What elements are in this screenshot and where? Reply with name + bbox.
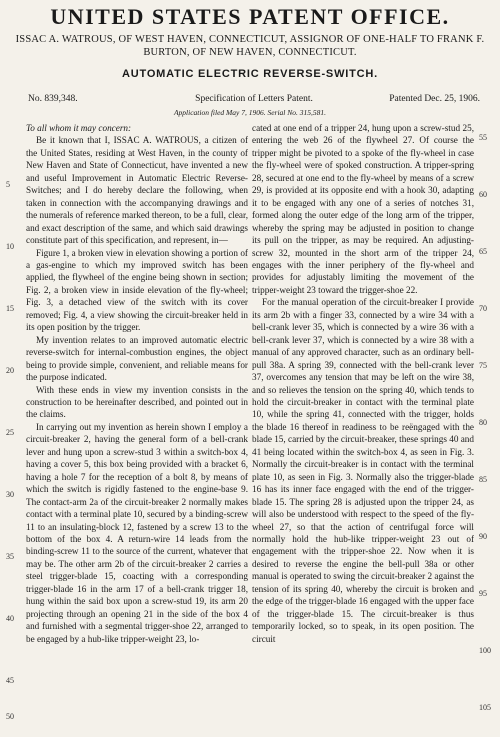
left-column bbox=[26, 122, 248, 734]
line-number: 90 bbox=[479, 532, 487, 541]
line-number: 55 bbox=[479, 133, 487, 142]
paragraph: With these ends in view my invention consists in the construction to be hereinafter described, and pointed out in the claims. bbox=[26, 384, 248, 420]
line-number: 30 bbox=[6, 490, 14, 499]
line-number: 15 bbox=[6, 304, 14, 313]
specification-label: Specification of Letters Patent. bbox=[195, 94, 313, 104]
application-line: Application filed May 7, 1906. Serial No. 315,581. bbox=[173, 108, 327, 117]
line-number: 105 bbox=[479, 703, 491, 712]
line-number: 35 bbox=[6, 552, 14, 561]
line-number: 100 bbox=[479, 646, 491, 655]
patent-number: No. 839,348. bbox=[28, 94, 78, 104]
paragraph: Be it known that I, ISSAC A. WATROUS, a citizen of the United States, residing at West Haven, in the county of New Haven and State of Connecticut, have invented a new and useful Improvement in Automatic Electric Reverse-Switches; and I do hereby declare the following, when taken in connection with the accompanying drawings and the numerals of reference marked thereon, to be a full, clear, and exact description of the same, and which said drawings constitute part of this specification, and represent, in— bbox=[26, 135, 248, 246]
line-number: 75 bbox=[479, 361, 487, 370]
line-number: 25 bbox=[6, 428, 14, 437]
invention-title: AUTOMATIC ELECTRIC REVERSE-SWITCH. bbox=[122, 68, 378, 80]
line-number: 65 bbox=[479, 247, 487, 256]
paragraph: My invention relates to an improved automatic electric reverse-switch for internal-combustion engines, the object being to provide simple, convenient, and reliable means for the purpose indicated. bbox=[26, 334, 248, 383]
inventor-byline: ISSAC A. WATROUS, OF WEST HAVEN, CONNECTICUT, ASSIGNOR OF ONE-HALF TO FRANK F. BURTON, OF NEW HAVEN, CONNECTICUT. bbox=[15, 34, 485, 58]
line-number: 50 bbox=[6, 712, 14, 721]
specification-row bbox=[28, 94, 480, 107]
line-number: 80 bbox=[479, 418, 487, 427]
paragraph: Figure 1, a broken view in elevation showing a portion of a gas-engine to which my improved switch has been applied, the flywheel of the engine being shown in section; Fig. 2, a broken view in inside elevation of the fly-wheel; Fig. 3, a detached view of the switch with its cover removed; Fig. 4, a view showing the circuit-breaker held in its open position by the trigger. bbox=[26, 247, 248, 333]
office-title: UNITED STATES PATENT OFFICE. bbox=[50, 4, 450, 29]
line-number: 95 bbox=[479, 589, 487, 598]
line-number: 10 bbox=[6, 242, 14, 251]
line-number: 70 bbox=[479, 304, 487, 313]
salutation: To all whom it may concern: bbox=[26, 123, 132, 133]
paragraph: In carrying out my invention as herein shown I employ a circuit-breaker 2, having the general form of a bell-crank lever and hung upon a screw-stud 3 within a switch-box 4, having a cover 5, this box being provided with a bracket 6, having a hole 7 for the reception of a bolt 8, by means of which the switch is rigidly fastened to the engine-base 9. The contact-arm 2a of the circuit-breaker 2 normally makes contact with a terminal plate 10, secured by a binding-screw 11 to an insulating-block 12, fastened by a screw 13 to the bottom of the box 4. A return-wire 14 leads from the binding-screw 11 to the source of the current, whatever that may be. The other arm 2b of the circuit-breaker 2 carries a steel trigger-blade 15, coacting with a corresponding trigger-blade 16 in the arm 17 of a bell-crank trigger 18, hung within the said box upon a screw-stud 19, its arm 20 projecting through an opening 21 in the side of the box 4 and furnished with a segmental trigger-shoe 22, arranged to be engaged by a hub-like tripper-weight 23, lo- bbox=[26, 421, 248, 644]
paragraph: For the manual operation of the circuit-breaker I provide its arm 2b with a finger 33, connected by a wire 34 with a bell-crank lever 35, which is connected by a wire 36 with a bell-crank lever 37, which is connected by a wire 38 with a manual of any approved character, such as an ordinary bell-pull 38a. A spring 39, connected with the bell-crank lever 37, overcomes any tension that may be left on the wire 38, and so relieves the tension on the spring 40, which tends to hold the circuit-breaker in contact with the terminal plate 10, while the spring 41, connected with the trigger, holds the blade 16 thereof in readiness to be reëngaged with the blade 15, carried by the circuit-breaker, these springs 40 and 41 being located within the switch-box 4, as seen in Fig. 3. Normally the circuit-breaker is in contact with the terminal plate 10, as seen in Fig. 3. Normally also the trigger-blade 16 has its inner face engaged with the end of the trigger-blade 15. The spring 28 is adjusted upon the tripper 24, as will also be understood with respect to the speed of the fly-wheel 27, so that the action of centrifugal force will normally hold the hub-like tripper-weight 23 out of engagement with the tripper-shoe 22. Now when it is desired to reverse the engine the bell-pull 38a or other manual is operated to swing the circuit-breaker 2 against the tension of its spring 40, whereby the circuit is broken and the edge of the trigger-blade 16 engaged with the upper face of the trigger-blade 15. The circuit-breaker is thus temporarily locked, so to speak, in its open position. The circuit bbox=[252, 297, 474, 644]
line-number: 60 bbox=[479, 190, 487, 199]
line-number: 20 bbox=[6, 366, 14, 375]
patented-date: Patented Dec. 25, 1906. bbox=[389, 94, 480, 104]
right-column bbox=[252, 122, 474, 734]
line-number: 5 bbox=[6, 180, 10, 189]
line-number: 45 bbox=[6, 676, 14, 685]
line-number: 40 bbox=[6, 614, 14, 623]
line-number: 85 bbox=[479, 475, 487, 484]
paragraph: cated at one end of a tripper 24, hung upon a screw-stud 25, entering the web 26 of the flywheel 27. Of course the tripper might be pivoted to a spoke of the fly-wheel in case the fly-wheel were of spoked construction. A tripper-spring 28, secured at one end to the fly-wheel by means of a screw 29, is provided at its opposite end with a hook 30, adapting it to be engaged with any one of a series of notches 31, formed along the outer edge of the long arm of the tripper, whereby the spring may be adjusted in position to change its pull on the tripper, as may be required. An adjusting-screw 32, mounted in the short arm of the tripper 24, engages with the inner periphery of the fly-wheel and provides for adjustably limiting the movement of the tripper-weight 23 toward the trigger-shoe 22. bbox=[252, 123, 474, 295]
